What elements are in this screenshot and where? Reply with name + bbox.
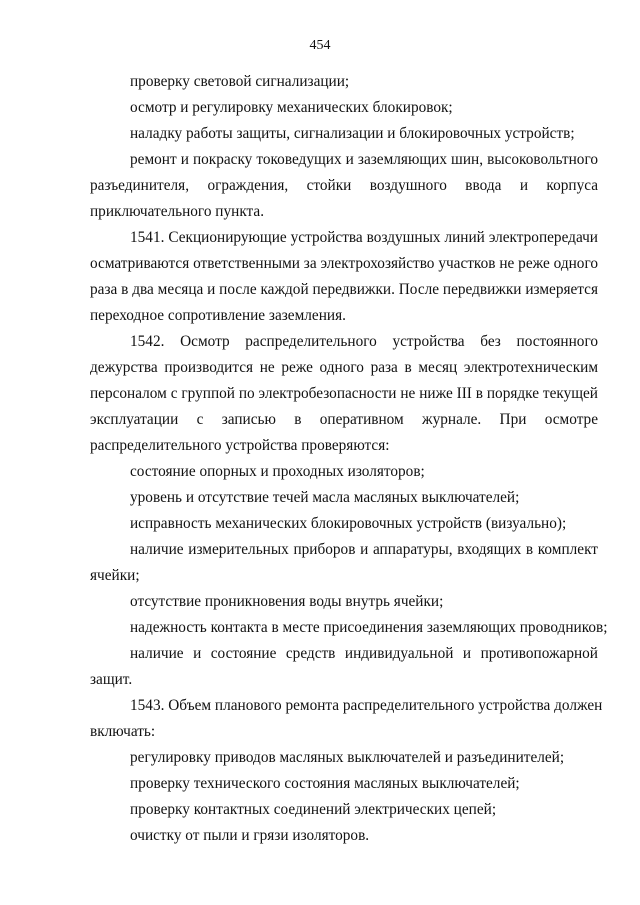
text-line: наладку работы защиты, сигнализации и блокировочных устройств; (130, 125, 575, 142)
text-line: проверку технического состояния масляных выключателей; (130, 775, 520, 792)
text-line: проверку контактных соединений электрических цепей; (130, 801, 497, 818)
text-line: осматриваются ответственными за электрохозяйство участков не реже одного (90, 255, 598, 272)
text-line: проверку световой сигнализации; (130, 73, 350, 90)
text-line: раза в два месяца и после каждой передвижки. После передвижки измеряется (90, 281, 598, 298)
text-line: надежность контакта в месте присоединения заземляющих проводников; (130, 619, 608, 636)
text-line: 1541. Секционирующие устройства воздушных линий электропередачи (130, 229, 598, 246)
text-line: персоналом с группой по электробезопасности не ниже III в порядке текущей (90, 385, 598, 402)
text-line: разъединителя, ограждения, стойки воздушного ввода и корпуса (90, 177, 598, 194)
text-line: очистку от пыли и грязи изоляторов. (130, 827, 370, 844)
text-line: осмотр и регулировку механических блокировок; (130, 99, 453, 116)
text-line: защит. (90, 671, 133, 688)
text-line: ремонт и покраску токоведущих и заземляющих шин, высоковольтного (130, 151, 598, 168)
text-line: приключательного пункта. (90, 203, 265, 220)
text-line: состояние опорных и проходных изоляторов; (130, 463, 425, 480)
text-line: распределительного устройства проверяются: (90, 437, 390, 454)
text-line: исправность механических блокировочных устройств (визуально); (130, 515, 567, 532)
text-line: включать: (90, 723, 156, 740)
text-line: 1543. Объем планового ремонта распределительного устройства должен (130, 697, 603, 714)
text-line: эксплуатации с записью в оперативном журнале. При осмотре (90, 411, 598, 428)
text-line: ячейки; (90, 567, 140, 584)
text-line: дежурства производится не реже одного раза в месяц электротехническим (90, 359, 598, 376)
text-line: регулировку приводов масляных выключателей и разъединителей; (130, 749, 565, 766)
text-line: 1542. Осмотр распределительного устройства без постоянного (130, 333, 598, 350)
text-line: наличие и состояние средств индивидуальной и противопожарной (130, 645, 598, 662)
text-line: уровень и отсутствие течей масла масляных выключателей; (130, 489, 520, 506)
page-number: 454 (309, 38, 331, 53)
text-line: наличие измерительных приборов и аппаратуры, входящих в комплект (130, 541, 598, 558)
text-line: переходное сопротивление заземления. (90, 307, 346, 324)
text-line: отсутствие проникновения воды внутрь ячейки; (130, 593, 444, 610)
